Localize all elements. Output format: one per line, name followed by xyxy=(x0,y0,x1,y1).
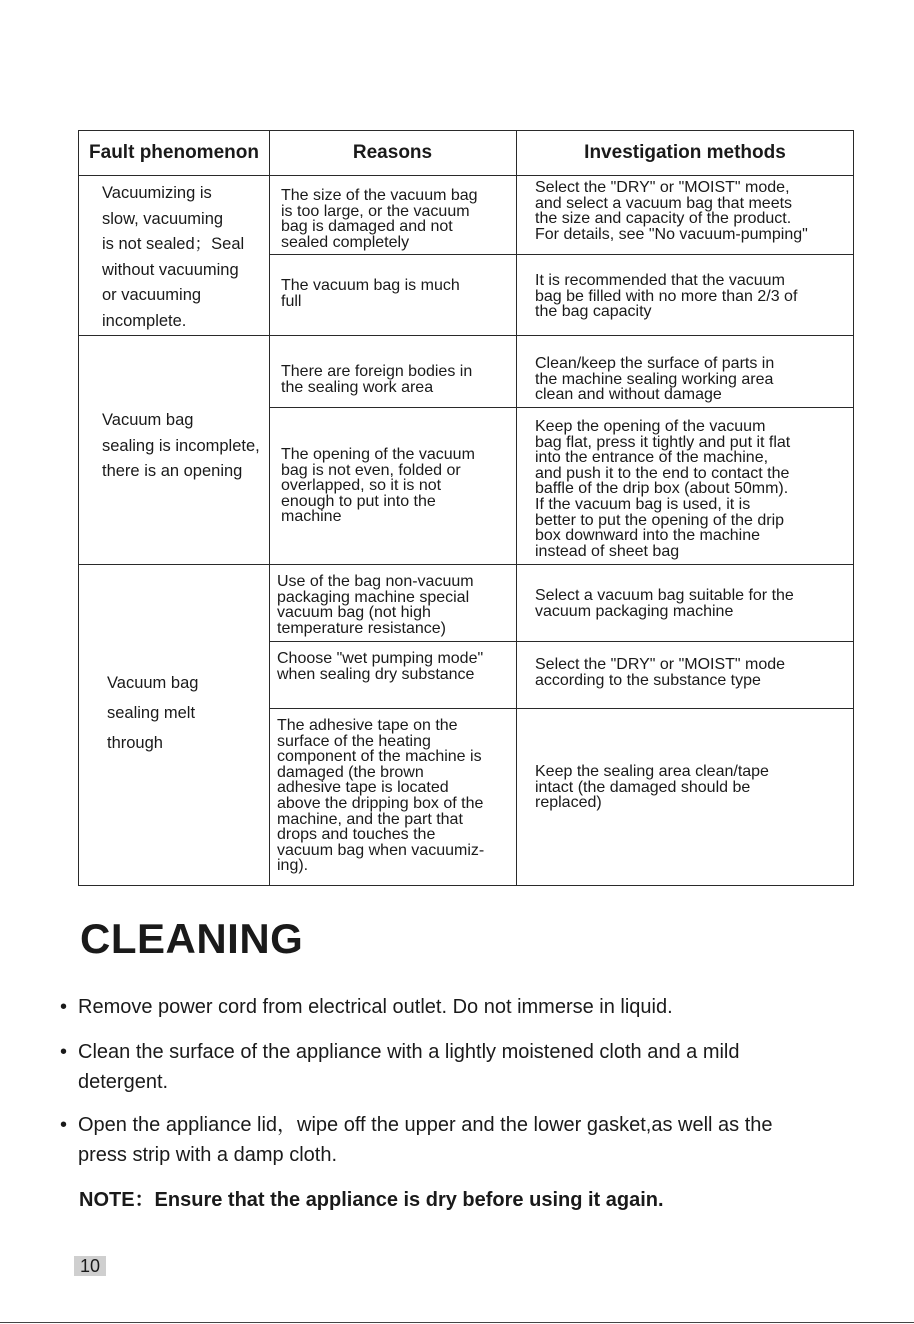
fault-cell: Vacuum bag sealing melt through xyxy=(107,674,199,752)
note-text: NOTE：Ensure that the appliance is dry before using it again. xyxy=(79,1189,664,1211)
method-cell: Select the "DRY" or "MOIST" mode according to the substance type xyxy=(535,656,786,689)
header-reasons: Reasons xyxy=(352,142,433,163)
method-cell: Select a vacuum bag suitable for the vacuum packaging machine xyxy=(535,587,794,620)
bullet-text: Clean the surface of the appliance with a lightly moistened cloth and a mild detergent. xyxy=(78,1041,740,1093)
header-investigation-methods: Investigation methods xyxy=(584,142,786,163)
group-divider xyxy=(79,564,853,565)
section-title: CLEANING xyxy=(80,915,304,962)
reason-cell: Choose "wet pumping mode" when sealing dry substance xyxy=(277,650,484,683)
group-divider xyxy=(79,335,853,336)
row-divider xyxy=(269,254,853,255)
method-cell: Keep the sealing area clean/tape intact (the damaged should be replaced) xyxy=(535,763,769,812)
bullet-dot: • xyxy=(60,996,68,1018)
reason-cell: Use of the bag non-vacuum packaging machine special vacuum bag (not high temperature resistance) xyxy=(277,573,474,637)
bullet-text: Remove power cord from electrical outlet. Do not immerse in liquid. xyxy=(78,996,673,1018)
row-divider xyxy=(269,407,853,408)
reason-cell: The adhesive tape on the surface of the heating component of the machine is damaged (the brown adhesive tape is located above the dripping box of the machine, and the part that drops and touches the vacuum bag when vacuumiz- ing). xyxy=(277,717,485,875)
method-cell: Select the "DRY" or "MOIST" mode, and select a vacuum bag that meets the size and capacity of the product. For details, see "No vacuum-pumping" xyxy=(535,179,808,243)
method-cell: Keep the opening of the vacuum bag flat, press it tightly and put it flat into the entrance of the machine, and push it to the end to contact the baffle of the drip box (about 50mm). If the vacuum bag is used, it is better to put the opening of the drip box downward into the machine instead of sheet bag xyxy=(535,418,791,560)
reason-cell: The size of the vacuum bag is too large, or the vacuum bag is damaged and not sealed completely xyxy=(281,187,478,251)
method-cell: Clean/keep the surface of parts in the machine sealing working area clean and without damage xyxy=(535,355,775,404)
page-number: 10 xyxy=(74,1256,106,1276)
row-divider xyxy=(269,641,853,642)
column-divider xyxy=(516,131,517,885)
fault-cell: Vacuum bag sealing is incomplete, there is an opening xyxy=(102,411,260,480)
page-bottom-rule xyxy=(0,1322,914,1323)
bullet-dot: • xyxy=(60,1041,68,1063)
bullet-dot: • xyxy=(60,1114,68,1136)
reason-cell: The vacuum bag is much full xyxy=(281,277,460,310)
reason-cell: The opening of the vacuum bag is not even, folded or overlapped, so it is not enough to put into the machine xyxy=(281,446,475,526)
fault-cell: Vacuumizing is slow, vacuuming is not sealed；Seal without vacuuming or vacuuming incomplete. xyxy=(102,184,245,330)
troubleshooting-table xyxy=(78,130,854,886)
bullet-text: Open the appliance lid，wipe off the upper and the lower gasket,as well as the press strip with a damp cloth. xyxy=(78,1114,773,1166)
reason-cell: There are foreign bodies in the sealing work area xyxy=(281,363,473,396)
header-divider xyxy=(79,175,853,176)
header-fault-phenomenon: Fault phenomenon xyxy=(89,142,259,163)
row-divider xyxy=(269,708,853,709)
column-divider xyxy=(269,131,270,885)
method-cell: It is recommended that the vacuum bag be filled with no more than 2/3 of the bag capacity xyxy=(535,272,798,321)
